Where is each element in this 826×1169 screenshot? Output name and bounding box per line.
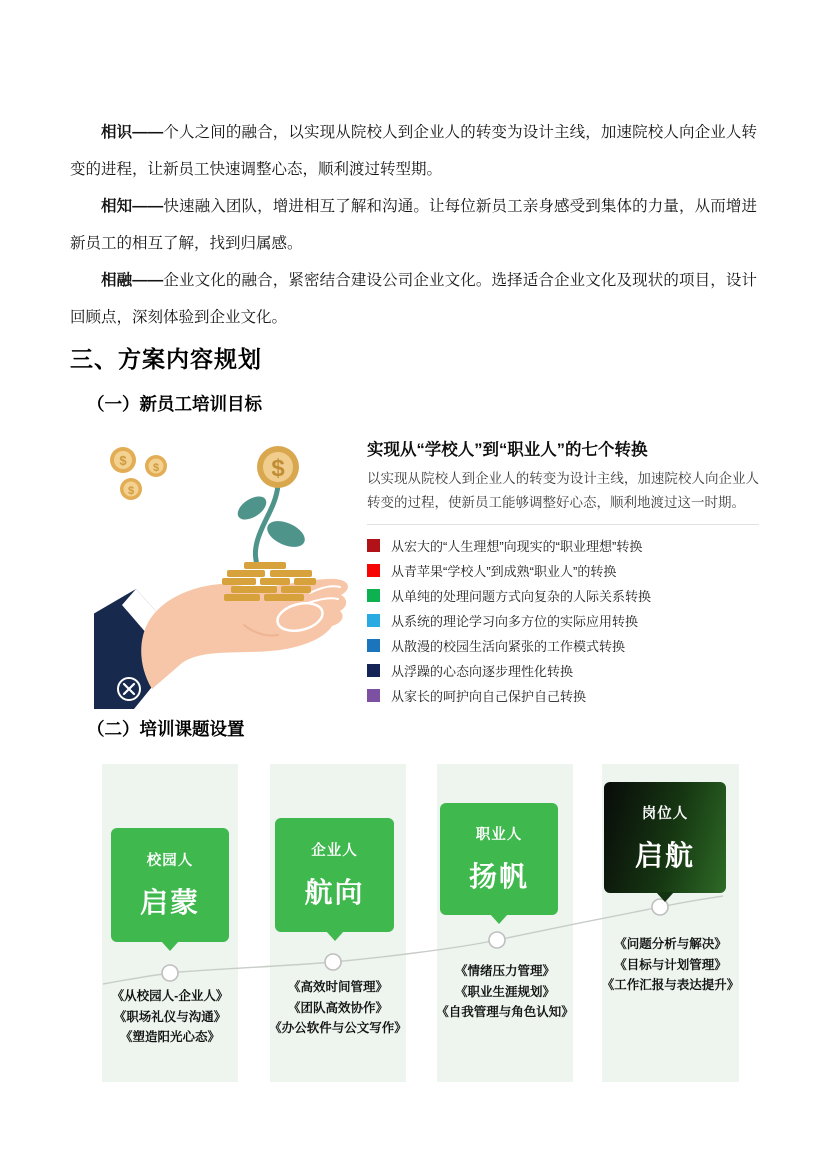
paragraph-text: 个人之间的融合，以实现从院校人到企业人的转变为设计主线，加速院校人向企业人转变的进程，让新员工快速调整心态，顺利渡过转型期。 bbox=[70, 124, 757, 178]
goal-text: 从浮躁的心态向逐步理性化转换 bbox=[391, 664, 574, 679]
goal-item bbox=[367, 533, 759, 558]
bullet-square-icon bbox=[367, 614, 380, 627]
course-title: 《从校园人-企业人》 bbox=[111, 989, 229, 1003]
bullet-square-icon bbox=[367, 564, 380, 577]
stage-bubble-enterprise bbox=[275, 818, 394, 932]
paragraph-xiangshi bbox=[70, 114, 757, 188]
dollar-coin-icon bbox=[257, 446, 299, 488]
svg-text:$: $ bbox=[152, 462, 160, 474]
subsection-heading-training-goals: （一）新员工培训目标 bbox=[87, 394, 262, 414]
stage-course-list bbox=[428, 961, 582, 1023]
paragraph-text: 快速融入团队，增进相互了解和沟通。让每位新员工亲身感受到集体的力量，从而增进新员工的相互了解，找到归属感。 bbox=[70, 198, 757, 252]
bullet-square-icon bbox=[367, 589, 380, 602]
goal-item bbox=[367, 683, 759, 708]
paragraph-lead: 相知—— bbox=[101, 198, 164, 215]
stage-course-list bbox=[264, 977, 412, 1039]
course-title: 《目标与计划管理》 bbox=[614, 957, 727, 972]
goal-text: 从宏大的“人生理想”向现实的“职业理想”转换 bbox=[391, 539, 643, 554]
training-goals-panel bbox=[367, 436, 759, 708]
stage-bubble-campus bbox=[111, 828, 229, 942]
goal-text: 从青苹果“学校人”到成熟“职业人”的转换 bbox=[391, 564, 617, 579]
stage-word: 航向 bbox=[304, 877, 365, 908]
stage-word: 扬帆 bbox=[468, 861, 529, 892]
course-title: 《高效时间管理》 bbox=[287, 980, 388, 994]
paragraph-xiangzhi bbox=[70, 188, 757, 262]
divider bbox=[367, 524, 759, 525]
course-title: 《团队高效协作》 bbox=[287, 1000, 388, 1015]
money-plant-hand-illustration bbox=[94, 437, 356, 709]
course-title: 《塑造阳光心态》 bbox=[119, 1030, 220, 1044]
intro-paragraphs bbox=[70, 114, 757, 336]
stage-bubble-professional bbox=[440, 803, 558, 915]
gold-bars-icon bbox=[222, 562, 316, 601]
stage-word: 启航 bbox=[634, 839, 695, 871]
goal-item bbox=[367, 633, 759, 658]
stage-role: 企业人 bbox=[311, 843, 358, 859]
paragraph-lead: 相融—— bbox=[101, 272, 164, 289]
stage-bubble-position bbox=[604, 782, 726, 893]
goal-text: 从散漫的校园生活向紧张的工作模式转换 bbox=[391, 639, 626, 654]
course-title: 《问题分析与解决》 bbox=[614, 937, 727, 951]
goals-subtitle: 以实现从院校人到企业人的转变为设计主线，加速院校人向企业人转变的过程，使新员工能够调整好心态，顺利地渡过这一时期。 bbox=[367, 471, 759, 510]
course-title: 《工作汇报与表达提升》 bbox=[601, 978, 740, 992]
stage-course-list bbox=[96, 986, 244, 1048]
goal-text: 从系统的理论学习向多方位的实际应用转换 bbox=[391, 614, 639, 629]
stage-role: 职业人 bbox=[475, 827, 523, 843]
svg-text:$: $ bbox=[127, 485, 135, 497]
bullet-square-icon bbox=[367, 664, 380, 677]
goal-item bbox=[367, 558, 759, 583]
goal-text: 从家长的呵护向自己保护自己转换 bbox=[391, 689, 587, 704]
paragraph-xiangrong bbox=[70, 262, 757, 336]
svg-text:$: $ bbox=[119, 453, 127, 468]
course-title: 《职场礼仪与沟通》 bbox=[113, 1009, 227, 1024]
goal-text: 从单纯的处理问题方式向复杂的人际关系转换 bbox=[391, 589, 652, 604]
course-title: 《自我管理与角色认知》 bbox=[436, 1005, 574, 1019]
course-title: 《办公软件与公文写作》 bbox=[269, 1021, 407, 1035]
stage-role: 校园人 bbox=[146, 853, 194, 869]
goal-item bbox=[367, 583, 759, 608]
small-coins-icon bbox=[110, 447, 167, 500]
section-heading: 三、方案内容规划 bbox=[70, 346, 262, 372]
course-title: 《情绪压力管理》 bbox=[454, 964, 555, 978]
goal-item bbox=[367, 658, 759, 683]
goal-item bbox=[367, 608, 759, 633]
stage-word: 启蒙 bbox=[139, 887, 200, 918]
paragraph-lead: 相识—— bbox=[101, 124, 164, 141]
bullet-square-icon bbox=[367, 539, 380, 552]
paragraph-text: 企业文化的融合，紧密结合建设公司企业文化。选择适合企业文化及现状的项目，设计回顾点，深刻体验到企业文化。 bbox=[70, 272, 757, 326]
plant-icon bbox=[234, 485, 309, 566]
svg-text:$: $ bbox=[271, 455, 285, 482]
subsection-heading-course-setup: （二）培训课题设置 bbox=[87, 719, 245, 739]
stage-role: 岗位人 bbox=[641, 805, 689, 822]
goals-title: 实现从“学校人”到“职业人”的七个转换 bbox=[367, 441, 648, 459]
bullet-square-icon bbox=[367, 639, 380, 652]
goals-list bbox=[367, 533, 759, 708]
bullet-square-icon bbox=[367, 689, 380, 702]
course-title: 《职业生涯规划》 bbox=[454, 984, 555, 999]
stage-course-list bbox=[593, 934, 748, 996]
